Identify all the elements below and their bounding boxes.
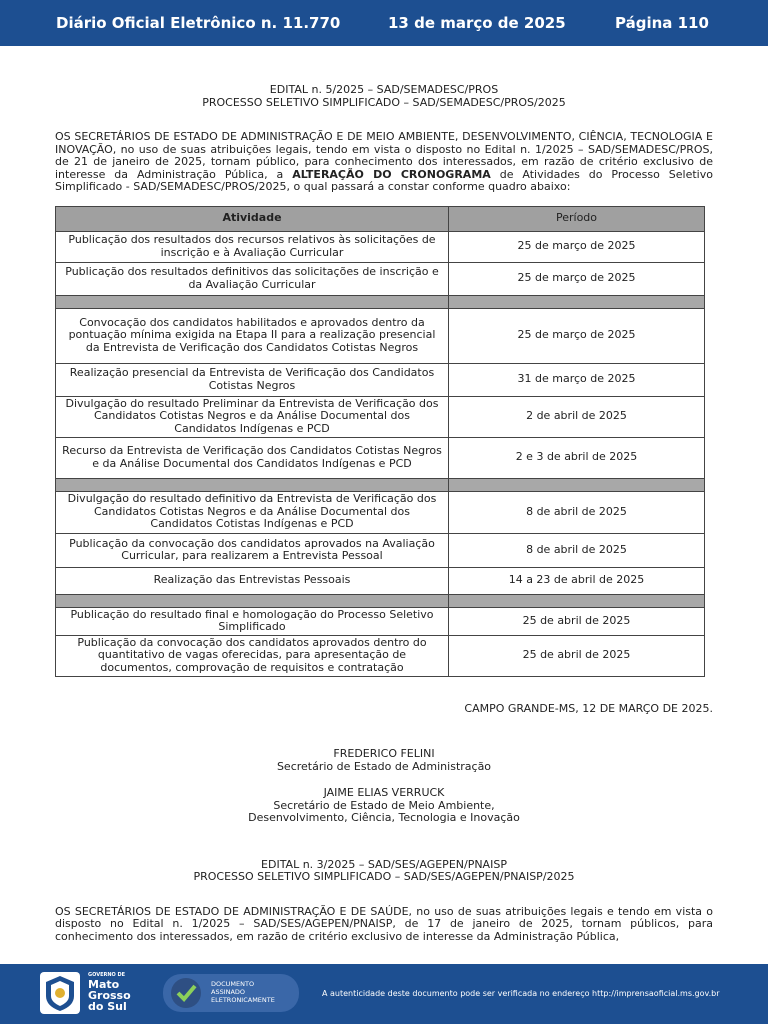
edital-subtitle: PROCESSO SELETIVO SIMPLIFICADO – SAD/SES/AGEPEN/PNAISP/2025: [193, 870, 575, 883]
signature-role: Secretário de Estado de Administração: [276, 759, 492, 773]
activity-cell: Realização presencial da Entrevista de Verificação dos Candidatos Cotistas Negros: [56, 363, 449, 396]
table-separator-row: [56, 295, 705, 308]
period-cell: 25 de abril de 2025: [449, 607, 705, 635]
issue-date: 13 de março de 2025: [388, 14, 566, 32]
document-body: [55, 84, 713, 943]
header-bar: [0, 0, 768, 46]
activity-cell: Divulgação do resultado definitivo da Entrevista de Verificação dos Candidatos Cotistas Negros e da Análise Documental dos Candidatos Cotistas Indígenas e PCD: [56, 491, 449, 533]
period-cell: 25 de março de 2025: [449, 308, 705, 363]
signature-name: JAIME ELIAS VERRUCK: [323, 786, 445, 799]
table-separator-row: [56, 478, 705, 491]
edital-intro: OS SECRETÁRIOS DE ESTADO DE ADMINISTRAÇÃO E DE SAÚDE, no uso de suas atribuições legais e tendo em vista o disposto no Edital n. 1/2025 – SAD/SES/AGEPEN/PNAISP, de 17 de janeiro de 2025, tornam públicos, para conhecimento dos interessados, em razão de critério exclusivo de interesse da Administração Pública,: [55, 904, 713, 943]
period-cell: 2 e 3 de abril de 2025: [449, 437, 705, 478]
signature-role: Secretário de Estado de Meio Ambiente,: [273, 798, 495, 812]
seal-line: ELETRONICAMENTE: [211, 996, 275, 1004]
activity-cell: Publicação da convocação dos candidatos aprovados dentro do quantitativo de vagas oferecidas, para apresentação de documentos, comprovação de requisitos e contratação: [56, 635, 449, 676]
place-date: CAMPO GRANDE-MS, 12 DE MARÇO DE 2025.: [464, 701, 713, 715]
table-row: [56, 635, 705, 676]
activity-cell: Recurso da Entrevista de Verificação dos Candidatos Cotistas Negros e da Análise Documental dos Candidatos Indígenas e PCD: [56, 437, 449, 478]
intro-text-end: de Atividades do Processo Seletivo Simplificado - SAD/SEMADESC/PROS/2025, o qual passará a constar conforme quadro abaixo:: [55, 167, 713, 193]
state-crest-icon: [40, 972, 80, 1014]
period-cell: 14 a 23 de abril de 2025: [449, 567, 705, 594]
logo-state-name: [88, 979, 131, 1012]
logo-line: do Sul: [88, 1000, 127, 1013]
schedule-table: [55, 206, 705, 677]
activity-cell: Publicação do resultado final e homologação do Processo Seletivo Simplificado: [56, 607, 449, 635]
logo-line: Grosso: [88, 989, 131, 1002]
signature-name: FREDERICO FELINI: [333, 747, 435, 760]
activity-cell: Convocação dos candidatos habilitados e aprovados dentro da pontuação mínima exigida na Etapa II para a realização presencial da Entrevista de Verificação dos Candidatos Cotistas Negros: [56, 308, 449, 363]
activity-cell: Publicação da convocação dos candidatos aprovados na Avaliação Curricular, para realizarem a Entrevista Pessoal: [56, 533, 449, 567]
table-row: [56, 533, 705, 567]
table-row: [56, 396, 705, 437]
edital-intro: [55, 131, 713, 194]
period-cell: 8 de abril de 2025: [449, 491, 705, 533]
period-cell: 25 de abril de 2025: [449, 635, 705, 676]
seal-line: DOCUMENTO: [211, 980, 255, 988]
checkmark-icon: [171, 978, 201, 1008]
column-header-period: Período: [449, 206, 705, 231]
table-row: [56, 437, 705, 478]
intro-text-start: OS SECRETÁRIOS DE ESTADO DE ADMINISTRAÇÃO E DE MEIO AMBIENTE, DESENVOLVIMENTO, CIÊNCIA, TECNOLOGIA E INOVAÇÃO, no uso de suas atribuições legais, tendo em vista o disposto no Edital n. 1/2025 – SAD/SEMADESC/PROS, de 21 de janeiro de 2025, tornam público, para conhecimento dos interessados, em razão de critério exclusivo de interesse da Administração Pública, a: [55, 130, 713, 181]
period-cell: 2 de abril de 2025: [449, 396, 705, 437]
column-header-activity: Atividade: [56, 206, 449, 231]
authenticity-notice: A autenticidade deste documento pode ser verificada no endereço http://imprensaoficial.ms.gov.br: [322, 989, 720, 998]
table-row: [56, 308, 705, 363]
table-row: [56, 607, 705, 635]
signed-document-seal: [163, 974, 299, 1012]
edital-title: EDITAL n. 3/2025 – SAD/SES/AGEPEN/PNAISP: [261, 857, 507, 871]
edital-title: EDITAL n. 5/2025 – SAD/SEMADESC/PROS: [269, 83, 499, 96]
period-cell: 8 de abril de 2025: [449, 533, 705, 567]
activity-cell: Publicação dos resultados dos recursos relativos às solicitações de inscrição e à Avaliação Curricular: [56, 231, 449, 262]
signature-role: Desenvolvimento, Ciência, Tecnologia e Inovação: [248, 811, 520, 824]
intro-text-bold: ALTERAÇÃO DO CRONOGRAMA: [292, 167, 491, 181]
table-row: [56, 262, 705, 295]
seal-line: ASSINADO: [211, 988, 246, 996]
table-header-row: [56, 206, 705, 231]
state-logo: [40, 970, 140, 1016]
table-row: [56, 567, 705, 594]
seal-text: [211, 980, 275, 1004]
journal-title: Diário Oficial Eletrônico n. 11.770: [56, 14, 341, 32]
table-row: [56, 231, 705, 262]
table-row: [56, 491, 705, 533]
activity-cell: Divulgação do resultado Preliminar da Entrevista de Verificação dos Candidatos Cotistas Negros e da Análise Documental dos Candidatos Indígenas e PCD: [56, 396, 449, 437]
page-number: Página 110: [615, 14, 709, 32]
table-row: [56, 363, 705, 396]
period-cell: 31 de março de 2025: [449, 363, 705, 396]
activity-cell: Realização das Entrevistas Pessoais: [56, 567, 449, 594]
period-cell: 25 de março de 2025: [449, 262, 705, 295]
logo-line: Mato: [88, 978, 120, 991]
logo-label: GOVERNO DE: [88, 972, 126, 978]
period-cell: 25 de março de 2025: [449, 231, 705, 262]
activity-cell: Publicação dos resultados definitivos das solicitações de inscrição e da Avaliação Curricular: [56, 262, 449, 295]
edital-subtitle: PROCESSO SELETIVO SIMPLIFICADO – SAD/SEMADESC/PROS/2025: [202, 95, 566, 109]
table-separator-row: [56, 594, 705, 607]
